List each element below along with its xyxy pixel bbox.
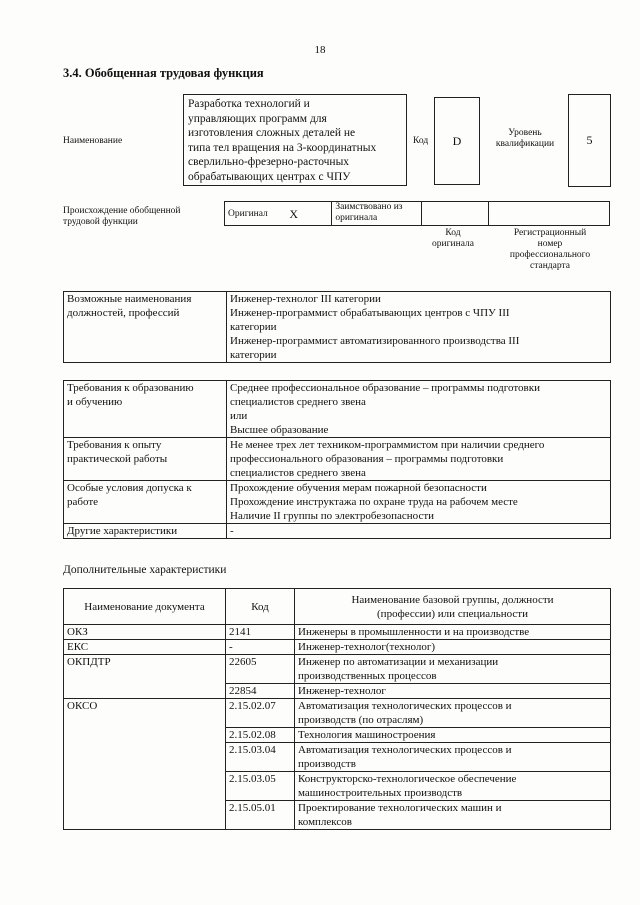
requirement-label: [64, 481, 227, 524]
requirement-value: [227, 481, 611, 524]
position-line: категории: [230, 349, 277, 361]
caption-line: стандарта: [530, 261, 570, 271]
function-name-line: обрабатывающих центрах с ЧПУ: [188, 170, 351, 183]
header-name-line: Наименование базовой группы, должности: [351, 593, 554, 606]
requirements-table: [63, 380, 611, 539]
table-row: [64, 655, 611, 684]
header-name: [295, 589, 611, 625]
function-name-box: [183, 94, 407, 186]
requirement-row: [64, 381, 611, 438]
position-line: Инженер-программист автоматизированного производства III: [230, 335, 520, 347]
original-mark: X: [286, 202, 331, 226]
qualification-label-line: Уровень: [508, 128, 542, 138]
header-doc: Наименование документа: [64, 589, 226, 625]
requirement-row: [64, 438, 611, 481]
qualification-value: 5: [586, 133, 593, 147]
origin-table: [224, 201, 610, 226]
code-cell: 2.15.02.08: [226, 728, 295, 743]
name-cell: [295, 655, 611, 684]
requirement-label-line: Требования к опыту: [67, 439, 162, 451]
requirement-label-line: работе: [67, 496, 99, 508]
function-name-line: сверлильно-фрезерно-расточных: [188, 156, 350, 168]
name-line: Технология машиностроения: [298, 729, 436, 741]
position-line: Инженер-программист обрабатывающих центров с ЧПУ III: [230, 307, 510, 319]
requirement-label-line: Особые условия допуска к: [67, 482, 192, 494]
name-line: Автоматизация технологических процессов и: [298, 700, 512, 712]
code-value: D: [452, 133, 462, 148]
table-row: [64, 625, 611, 640]
function-name-line: изготовления сложных деталей не: [188, 127, 356, 139]
doc-cell: ОКПДТР: [64, 655, 226, 699]
requirement-line: или: [230, 410, 248, 422]
doc-cell: ОКСО: [64, 699, 226, 830]
page-number: 18: [314, 44, 326, 56]
requirement-line: Высшее образование: [230, 424, 329, 436]
name-cell: [295, 728, 611, 743]
code-cell: 2.15.05.01: [226, 801, 295, 830]
caption-line: Регистрационный: [513, 228, 587, 238]
header-code: Код: [226, 589, 295, 625]
requirement-value: [227, 438, 611, 481]
caption-line: Код: [445, 228, 461, 238]
name-line: производств (по отраслям): [298, 714, 424, 726]
requirement-line: Среднее профессиональное образование – программы подготовки: [230, 382, 540, 394]
table-row: [64, 640, 611, 655]
name-cell: [295, 684, 611, 699]
code-label: Код: [413, 136, 429, 146]
origin-label: [63, 206, 181, 228]
requirement-line: -: [230, 525, 234, 537]
requirement-value: [227, 381, 611, 438]
requirement-line: специалистов среднего звена: [230, 467, 366, 479]
original-code-cell: [422, 202, 489, 226]
position-line: Инженер-технолог III категории: [230, 293, 381, 305]
name-cell: [295, 625, 611, 640]
additional-title: Дополнительные характеристики: [63, 564, 227, 576]
additional-table: [63, 588, 611, 830]
name-line: Инженер по автоматизации и механизации: [298, 656, 499, 668]
name-line: Инженер-технолог: [298, 685, 386, 697]
name-line: Автоматизация технологических процессов и: [298, 744, 512, 756]
section-title: 3.4. Обобщенная трудовая функция: [63, 66, 264, 80]
position-line: категории: [230, 321, 277, 333]
positions-label-line: Возможные наименования: [67, 293, 192, 305]
requirement-line: Не менее трех лет техником-программистом при наличии среднего: [230, 439, 545, 451]
code-cell: 2.15.03.04: [226, 743, 295, 772]
name-line: комплексов: [298, 816, 352, 828]
registration-number-cell: [489, 202, 610, 226]
name-cell: [295, 801, 611, 830]
doc-cell: ЕКС: [64, 640, 226, 655]
borrowed-line: оригинала: [335, 213, 378, 223]
header-name-line: (профессии) или специальности: [377, 607, 528, 620]
name-line: машиностроительных производств: [298, 787, 463, 799]
name-line: Проектирование технологических машин и: [298, 802, 502, 814]
requirement-label-line: Другие характеристики: [67, 525, 178, 537]
qualification-value-box: [568, 94, 611, 187]
table-row: [64, 699, 611, 728]
requirement-row: [64, 524, 611, 539]
code-value-box: [434, 97, 480, 185]
code-cell: 2.15.02.07: [226, 699, 295, 728]
borrowed-line: Заимствовано из: [335, 202, 403, 212]
code-cell: 2141: [226, 625, 295, 640]
origin-label-line: Происхождение обобщенной: [63, 206, 181, 216]
positions-table: [63, 291, 611, 363]
function-name-line: типа тел вращения на 3-координатных: [188, 141, 377, 154]
original-label: Оригинал: [225, 202, 287, 226]
name-cell: [295, 640, 611, 655]
requirement-line: профессионального образования – программы подготовки: [230, 453, 504, 465]
positions-label-line: должностей, профессий: [67, 307, 180, 319]
code-cell: 22605: [226, 655, 295, 684]
requirement-label-line: практической работы: [67, 453, 168, 465]
function-name-line: Разработка технологий и: [188, 98, 310, 110]
function-name-line: управляющих программ для: [188, 112, 327, 125]
requirement-line: Прохождение инструктажа по охране труда на рабочем месте: [230, 496, 518, 508]
name-line: Инженер-технолог(технолог): [298, 641, 436, 653]
code-cell: 22854: [226, 684, 295, 699]
requirement-label-line: Требования к образованию: [67, 382, 194, 394]
requirement-line: Наличие II группы по электробезопасности: [230, 510, 435, 522]
code-cell: -: [226, 640, 295, 655]
requirement-line: Прохождение обучения мерам пожарной безопасности: [230, 482, 487, 494]
registration-caption: [490, 228, 610, 272]
requirement-label: [64, 524, 227, 539]
requirement-label: [64, 438, 227, 481]
requirement-line: специалистов среднего звена: [230, 396, 366, 408]
positions-label: [64, 292, 227, 363]
code-cell: 2.15.03.05: [226, 772, 295, 801]
caption-line: оригинала: [432, 239, 474, 249]
doc-cell: ОКЗ: [64, 625, 226, 640]
requirement-value: [227, 524, 611, 539]
requirement-label-line: и обучению: [67, 396, 123, 408]
name-line: Конструкторско-технологическое обеспечение: [298, 773, 517, 785]
requirement-row: [64, 481, 611, 524]
borrowed-cell: [332, 202, 422, 226]
code-original-caption: [418, 228, 488, 250]
positions-value: [227, 292, 611, 363]
name-cell: [295, 743, 611, 772]
name-cell: [295, 772, 611, 801]
name-cell: [295, 699, 611, 728]
caption-line: номер: [537, 239, 563, 249]
name-line: Инженеры в промышленности и на производстве: [298, 626, 530, 638]
caption-line: профессионального: [509, 250, 591, 260]
qualification-label-line: квалификации: [495, 139, 555, 149]
name-line: производств: [298, 758, 356, 770]
requirement-label: [64, 381, 227, 438]
additional-header-row: [64, 589, 611, 625]
name-label: Наименование: [63, 136, 123, 146]
origin-label-line: трудовой функции: [63, 217, 138, 227]
name-line: производственных процессов: [298, 670, 437, 682]
qualification-label: [486, 128, 564, 150]
